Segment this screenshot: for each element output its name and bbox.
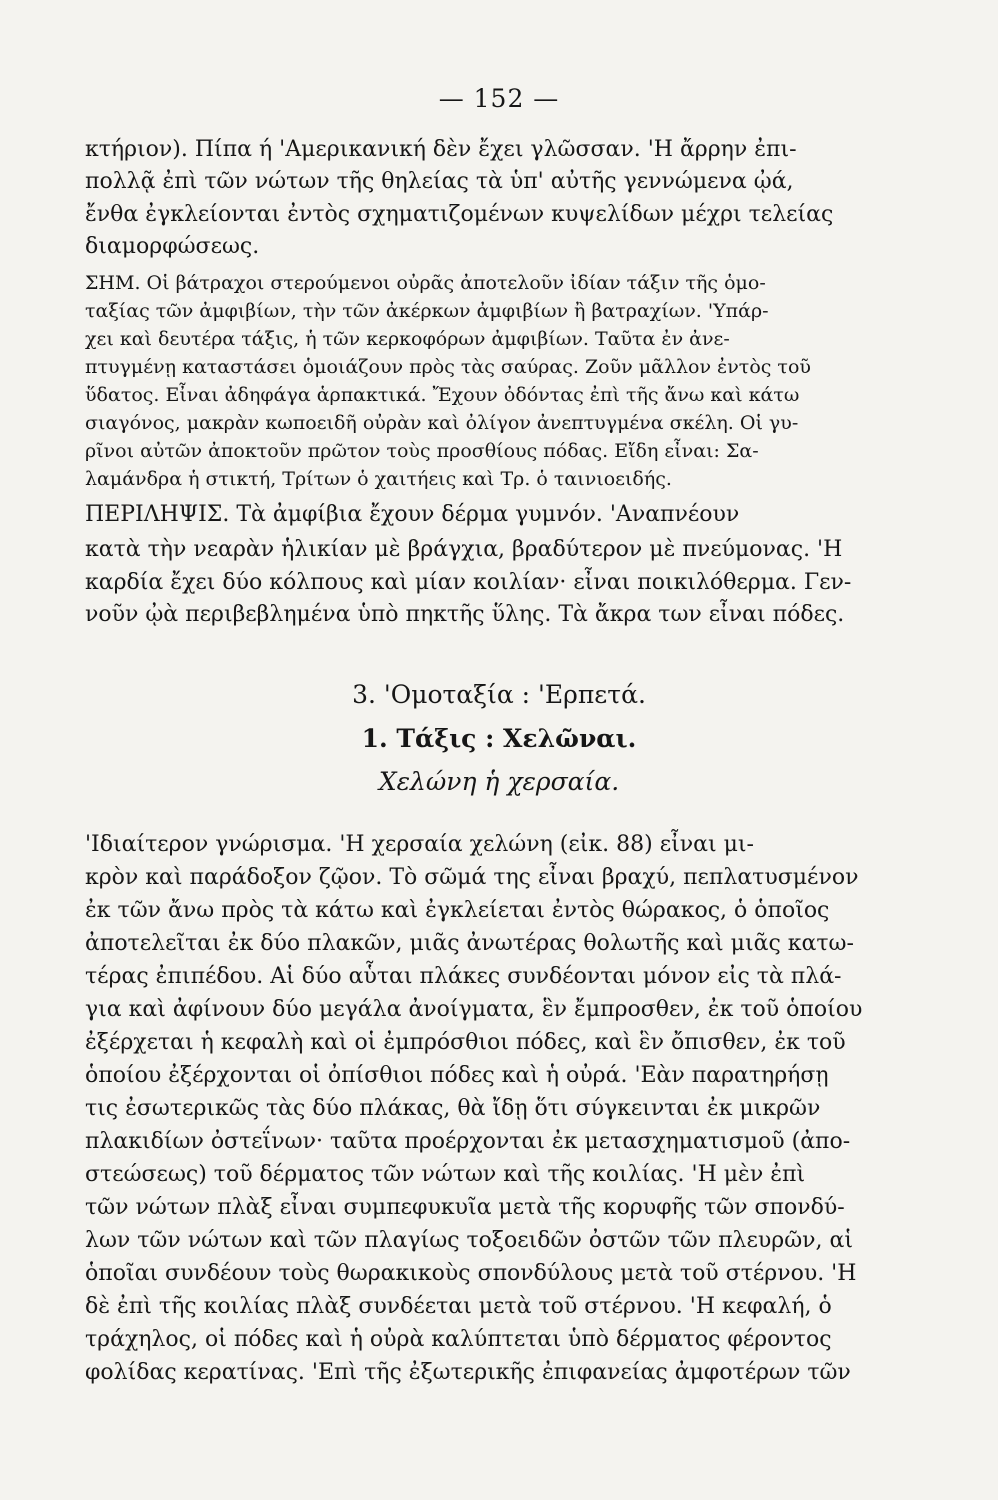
- summary-line: καρδία ἔχει δύο κόλπους καὶ μίαν κοιλίαν· εἶναι ποικιλόθερμα. Γεν-: [85, 570, 852, 595]
- summary-line: κατὰ τὴν νεαρὰν ἡλικίαν μὲ βράγχια, βραδύτερον μὲ πνεύμονας. 'Η: [85, 537, 843, 562]
- note-line: λαμάνδρα ἡ στικτή, Τρίτων ὁ χαιτήεις καὶ Τρ. ὁ ταινιοειδής.: [85, 468, 672, 490]
- body-line: κρὸν καὶ παράδοξον ζῷον. Τὸ σῶμά της εἶναι βραχύ, πεπλατυσμένον: [85, 865, 859, 890]
- body-line: στεώσεως) τοῦ δέρματος τῶν νώτων καὶ τῆς κοιλίας. 'Η μὲν ἐπὶ: [85, 1162, 806, 1187]
- body-line: δὲ ἐπὶ τῆς κοιλίας πλὰξ συνδέεται μετὰ τοῦ στέρνου. 'Η κεφαλή, ὁ: [85, 1294, 832, 1319]
- text-line: πολλᾷ ἐπὶ τῶν νώτων τῆς θηλείας τὰ ὑπ' αὐτῆς γεννώμενα ᾠά,: [85, 169, 794, 194]
- body-line: λων τῶν νώτων καὶ τῶν πλαγίως τοξοειδῶν ὀστῶν τῶν πλευρῶν, αἱ: [85, 1228, 853, 1253]
- note-line: σιαγόνος, μακρὰν κωποειδῆ οὐρὰν καὶ ὀλίγον ἀνεπτυγμένα σκέλη. Οἱ γυ-: [85, 412, 799, 434]
- summary-line: ΠΕΡΙΛΗΨΙΣ. Τὰ ἀμφίβια ἔχουν δέρμα γυμνόν. 'Αναπνέουν: [85, 502, 740, 527]
- body-line: τῶν νώτων πλὰξ εἶναι συμπεφυκυῖα μετὰ τῆς κορυφῆς τῶν σπονδύ-: [85, 1195, 845, 1220]
- body-line: τράχηλος, οἱ πόδες καὶ ἡ οὐρὰ καλύπτεται ὑπὸ δέρματος φέροντος: [85, 1327, 832, 1352]
- class-heading: 3. 'Ομοταξία : 'Ερπετά.: [352, 680, 646, 709]
- summary-line: νοῦν ᾠὰ περιβεβλημένα ὑπὸ πηκτῆς ὕλης. Τὰ ἄκρα των εἶναι πόδες.: [85, 602, 845, 627]
- body-line: ὁποῖαι συνδέουν τοὺς θωρακικοὺς σπονδύλους μετὰ τοῦ στέρνου. 'Η: [85, 1261, 857, 1286]
- text-line: διαμορφώσεως.: [85, 234, 260, 259]
- text-line: κτήριον). Πίπα ή 'Αμερικανική δὲν ἔχει γλῶσσαν. 'Η ἄρρην ἐπι-: [85, 137, 797, 162]
- page-number: — 152 —: [438, 84, 560, 113]
- body-line: ὁποίου ἐξέρχονται οἱ ὀπίσθιοι πόδες καὶ ἡ οὐρά. 'Εὰν παρατηρήσῃ: [85, 1063, 829, 1088]
- text-line: ἔνθα ἐγκλείονται ἐντὸς σχηματιζομένων κυψελίδων μέχρι τελείας: [85, 202, 834, 227]
- note-line: ρῖνοι αὐτῶν ἀποκτοῦν πρῶτον τοὺς προσθίους πόδας. Εἴδη εἶναι: Σα-: [85, 440, 759, 462]
- body-line: πλακιδίων ὀστεΐνων· ταῦτα προέρχονται ἐκ μετασχηματισμοῦ (ἀπο-: [85, 1129, 851, 1154]
- note-line: χει καὶ δευτέρα τάξις, ἡ τῶν κερκοφόρων ἀμφιβίων. Ταῦτα ἐν ἀνε-: [85, 328, 730, 350]
- note-line: ὕδατος. Εἶναι ἀδηφάγα ἁρπακτικά. Ἔχουν ὀδόντας ἐπὶ τῆς ἄνω καὶ κάτω: [85, 384, 800, 406]
- species-heading: Χελώνη ἡ χερσαία.: [378, 767, 620, 796]
- body-line: για καὶ ἀφίνουν δύο μεγάλα ἀνοίγματα, ἓν ἔμπροσθεν, ἐκ τοῦ ὁποίου: [85, 997, 863, 1022]
- body-line: ἐξέρχεται ἡ κεφαλὴ καὶ οἱ ἐμπρόσθιοι πόδες, καὶ ἓν ὄπισθεν, ἐκ τοῦ: [85, 1030, 846, 1055]
- note-line: ταξίας τῶν ἀμφιβίων, τὴν τῶν ἀκέρκων ἀμφιβίων ἢ βατραχίων. 'Υπάρ-: [85, 300, 769, 322]
- body-line: τέρας ἐπιπέδου. Αἱ δύο αὗται πλάκες συνδέονται μόνον εἰς τὰ πλά-: [85, 964, 842, 989]
- order-heading: 1. Τάξις : Χελῶναι.: [361, 724, 637, 753]
- note-line: ΣΗΜ. Οἱ βάτραχοι στερούμενοι οὐρᾶς ἀποτελοῦν ἰδίαν τάξιν τῆς ὁμο-: [85, 272, 766, 294]
- note-line: πτυγμένῃ καταστάσει ὁμοιάζουν πρὸς τὰς σαύρας. Ζοῦν μᾶλλον ἐντὸς τοῦ: [85, 356, 811, 378]
- body-line: φολίδας κερατίνας. 'Επὶ τῆς ἐξωτερικῆς ἐπιφανείας ἀμφοτέρων τῶν: [85, 1360, 851, 1385]
- body-line: 'Ιδιαίτερον γνώρισμα. 'Η χερσαία χελώνη (εἰκ. 88) εἶναι μι-: [85, 832, 754, 857]
- body-line: ἀποτελεῖται ἐκ δύο πλακῶν, μιᾶς ἀνωτέρας θολωτῆς καὶ μιᾶς κατω-: [85, 931, 854, 956]
- body-line: τις ἐσωτερικῶς τὰς δύο πλάκας, θὰ ἴδῃ ὅτι σύγκεινται ἐκ μικρῶν: [85, 1096, 821, 1121]
- body-line: ἐκ τῶν ἄνω πρὸς τὰ κάτω καὶ ἐγκλείεται ἐντὸς θώρακος, ὁ ὁποῖος: [85, 898, 830, 923]
